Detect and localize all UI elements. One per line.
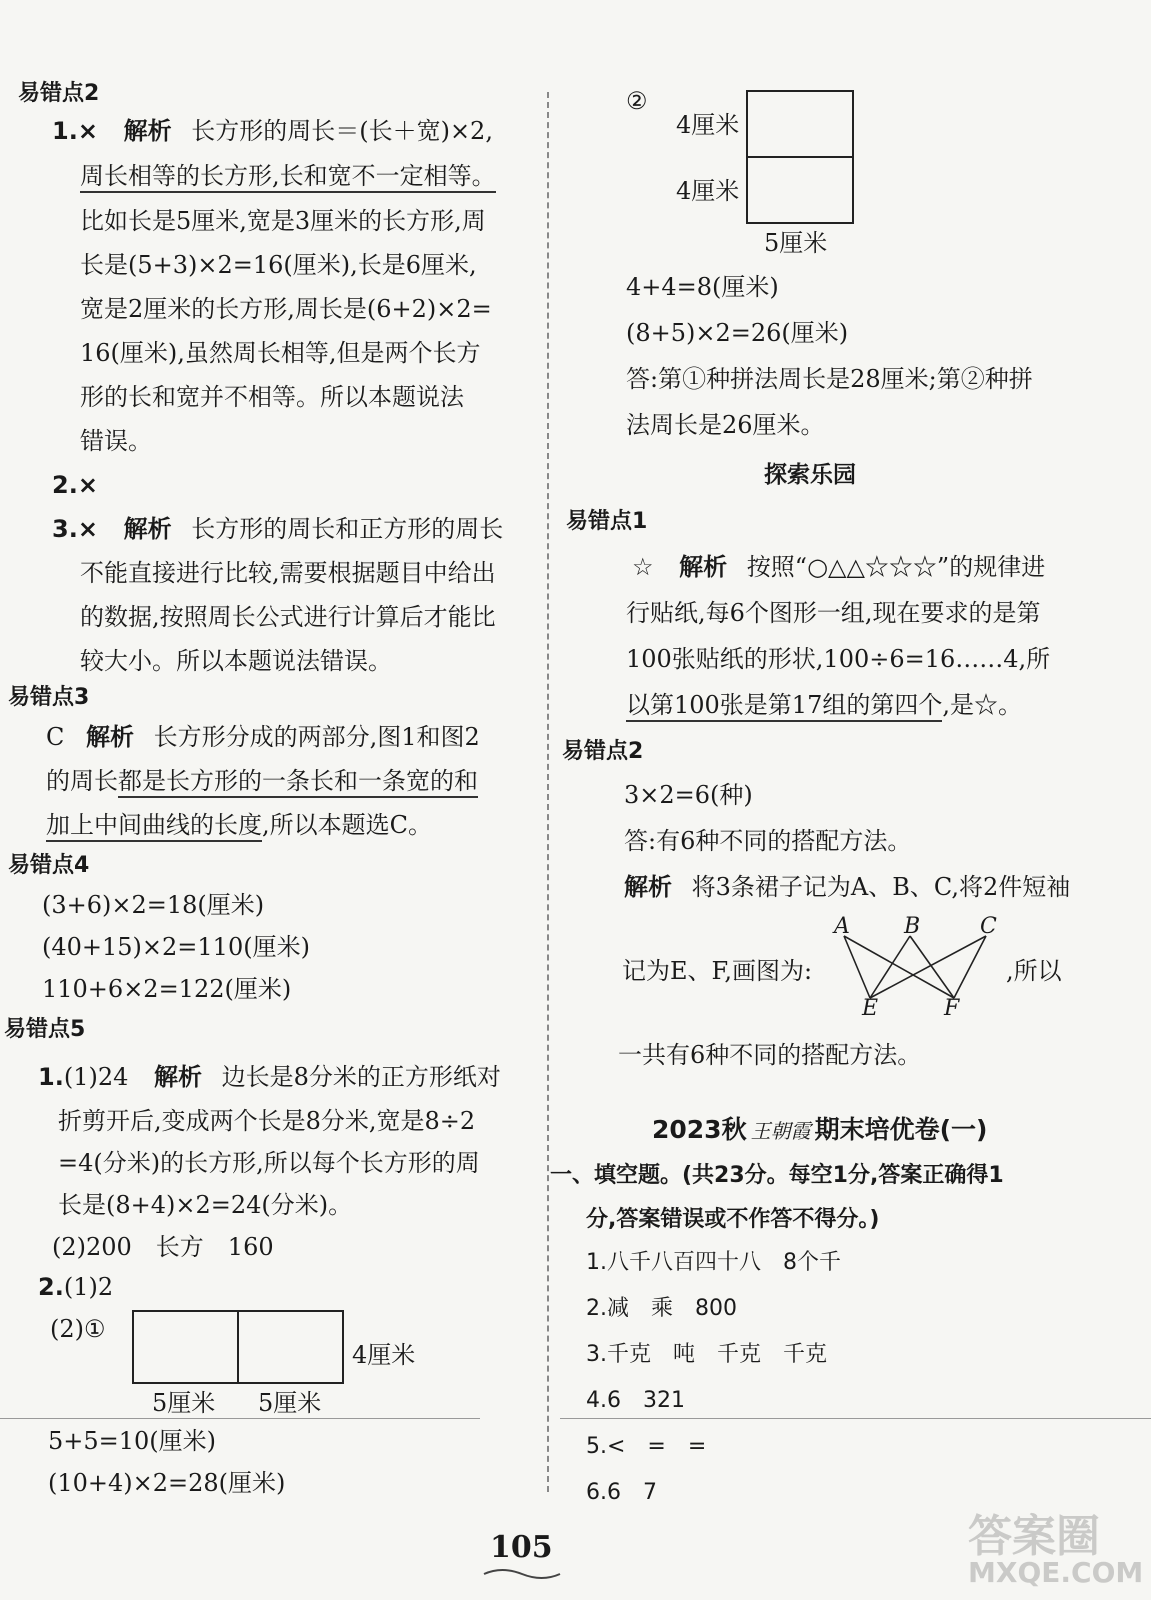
underlined-text: 加上中间曲线的长度 (46, 811, 262, 842)
calc-line: (3+6)×2=18(厘米) (42, 891, 265, 919)
footer-rule-right (560, 1418, 1151, 1419)
analysis-tag: 解析 (123, 117, 172, 145)
section-title-x2: 易错点2 (562, 739, 644, 764)
star-answer: ☆ (632, 553, 654, 581)
text-line: ,所以 (1006, 957, 1062, 985)
graph-node-b: B (904, 914, 921, 939)
e3-answer (46, 722, 480, 752)
text-line: 行贴纸,每6个图形一组,现在要求的是第 (626, 599, 1041, 627)
answer-line: (2)200 长方 160 (52, 1233, 274, 1261)
calc-line: 110+6×2=122(厘米) (42, 975, 292, 1003)
fig2-width-label: 5厘米 (764, 229, 828, 257)
e5-item-2 (38, 1272, 113, 1302)
text-line (46, 810, 432, 840)
text-line: 较大小。所以本题说法错误。 (80, 647, 392, 675)
calc-line: 5+5=10(厘米) (48, 1427, 217, 1455)
text-line: 记为E、F,画图为: (622, 957, 813, 985)
answer-line: 答:有6种不同的搭配方法。 (624, 827, 912, 855)
text-line: 将3条裙子记为A、B、C,将2件短袖 (691, 873, 1071, 901)
fig2-marker: ② (626, 87, 648, 115)
item-2: 2.× (52, 471, 98, 499)
analysis-tag: 解析 (154, 1063, 203, 1091)
text-line: 比如长是5厘米,宽是3厘米的长方形,周 (80, 207, 486, 235)
text-segment: 的周长 (46, 767, 118, 795)
text-line: 的数据,按照周长公式进行计算后才能比 (80, 603, 496, 631)
x2-analysis (624, 872, 1070, 902)
answer-q6: 6.6 7 (586, 1480, 657, 1505)
graph-node-e: E (862, 996, 879, 1021)
sub-answer-label: (2)① (50, 1315, 106, 1343)
fig1-height-label: 4厘米 (352, 1341, 416, 1369)
watermark-logo: 答案圈 (968, 1511, 1100, 1562)
text-line: 长是(8+4)×2=24(分米)。 (58, 1191, 353, 1219)
answer-q1: 1.八千八百四十八 8个千 (586, 1250, 841, 1275)
item-1 (52, 116, 493, 146)
answer-q2: 2.减 乘 800 (586, 1296, 737, 1321)
text-line: 宽是2厘米的长方形,周长是(6+2)×2= (80, 295, 492, 323)
text-line: 一共有6种不同的搭配方法。 (618, 1041, 922, 1069)
calc-line: 4+4=8(厘米) (626, 273, 779, 301)
page-number-wave (482, 1566, 562, 1580)
analysis-tag: 解析 (624, 873, 672, 901)
text-line: 错误。 (80, 427, 152, 455)
text-line: 不能直接进行比较,需要根据题目中给出 (80, 559, 496, 587)
section-title-e4: 易错点4 (8, 853, 90, 878)
answer: (1)2 (63, 1273, 114, 1301)
analysis-tag: 解析 (86, 723, 135, 751)
x1-answer (632, 552, 1045, 582)
section-heading: 一、填空题。(共23分。每空1分,答案正确得1 (550, 1163, 1004, 1188)
calc-line: (40+15)×2=110(厘米) (42, 933, 310, 961)
graph-node-f: F (944, 996, 960, 1021)
text-line: 16(厘米),虽然周长相等,但是两个长方 (80, 339, 481, 367)
section-heading: 分,答案错误或不作答不得分。) (586, 1207, 880, 1232)
footer-rule-left (0, 1418, 480, 1419)
answer-line: 法周长是26厘米。 (626, 411, 825, 439)
explore-title: 探索乐园 (764, 462, 856, 488)
fig2-height-label: 4厘米 (676, 111, 740, 139)
text-line: 形的长和宽并不相等。所以本题说法 (80, 383, 464, 411)
graph-node-a: A (834, 914, 850, 939)
analysis-tag: 解析 (123, 515, 172, 543)
answer-q5: 5.< = = (586, 1434, 707, 1459)
text-line: 长是(5+3)×2=16(厘米),长是6厘米, (80, 251, 477, 279)
section-title-e5: 易错点5 (4, 1017, 86, 1042)
text-line: 折剪开后,变成两个长是8分米,宽是8÷2 (58, 1107, 476, 1135)
exam-title-text: 期末培优卷(一) (814, 1115, 988, 1144)
text-line (626, 690, 1022, 720)
text-line: 长方形的周长＝(长＋宽)×2, (191, 117, 493, 145)
section-title-e3: 易错点3 (8, 685, 90, 710)
underlined-text: 周长相等的长方形,长和宽不一定相等。 (80, 162, 496, 193)
text-line: 边长是8分米的正方形纸对 (221, 1063, 501, 1091)
text-line: 按照“○△△☆☆☆”的规律进 (746, 553, 1046, 581)
answer-q4: 4.6 321 (586, 1388, 685, 1413)
calc-line: (8+5)×2=26(厘米) (626, 319, 849, 347)
fig1-width-label: 5厘米 (152, 1389, 216, 1417)
fig1-width-label: 5厘米 (258, 1389, 322, 1417)
underlined-text: 以第100张是第17组的第四个 (626, 691, 942, 722)
analysis-tag: 解析 (679, 553, 728, 581)
text-line: 100张贴纸的形状,100÷6=16……4,所 (626, 645, 1051, 673)
answer-q3: 3.千克 吨 千克 千克 (586, 1342, 827, 1367)
graph-node-c: C (980, 914, 997, 939)
item-number: 2. (38, 1273, 64, 1301)
text-line: 长方形分成的两部分,图1和图2 (153, 723, 480, 751)
figure-two-rectangles (132, 1310, 352, 1390)
exam-title-year: 2023秋 (652, 1115, 747, 1144)
answer-line: 答:第①种拼法周长是28厘米;第②种拼 (626, 365, 1033, 393)
answer: (1)24 (63, 1063, 129, 1091)
exam-title (652, 1110, 987, 1146)
figure-stacked-rectangles (746, 90, 858, 226)
item-number: 1.× (52, 117, 98, 145)
fig2-height-label: 4厘米 (676, 177, 740, 205)
column-divider (547, 92, 549, 1492)
brand-logo-text: 王朝霞 (750, 1119, 811, 1143)
text-line: 长方形的周长和正方形的周长 (191, 515, 504, 543)
text-segment: ,所以本题选C。 (262, 811, 432, 839)
calc-line: 3×2=6(种) (624, 781, 753, 809)
watermark-url: MXQE.COM (968, 1556, 1144, 1589)
text-line: =4(分米)的长方形,所以每个长方形的周 (58, 1149, 480, 1177)
page-number: 105 (490, 1530, 553, 1565)
section-title-e2: 易错点2 (18, 81, 100, 106)
text-segment: ,是☆。 (942, 691, 1022, 719)
item-number: 3.× (52, 515, 98, 543)
e5-item-1 (38, 1062, 501, 1092)
underlined-text: 都是长方形的一条长和一条宽的和 (118, 767, 478, 798)
text-line (46, 766, 478, 796)
item-3 (52, 514, 503, 544)
section-title-x1: 易错点1 (566, 509, 648, 534)
item-number: 1. (38, 1063, 64, 1091)
calc-line: (10+4)×2=28(厘米) (48, 1469, 286, 1497)
answer-letter: C (46, 723, 65, 751)
